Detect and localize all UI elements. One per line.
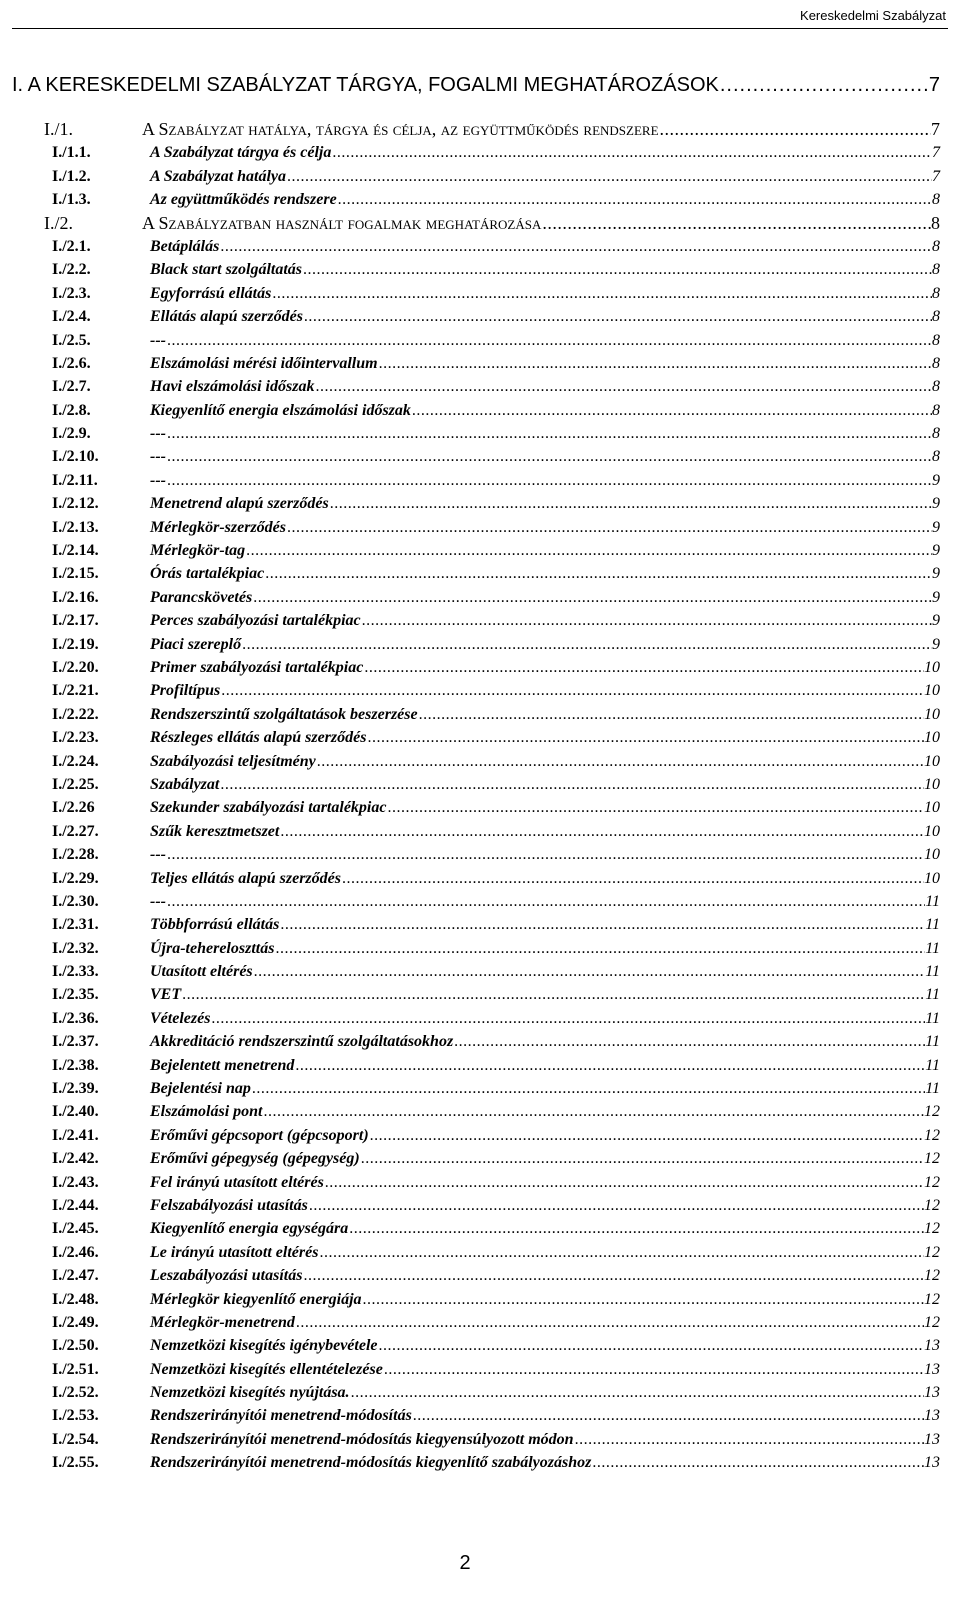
toc-leader-dots xyxy=(348,1217,924,1240)
toc-entry-number: I./2.28. xyxy=(52,846,99,864)
toc-entry[interactable] xyxy=(52,820,940,843)
toc-section-entry[interactable] xyxy=(44,212,940,235)
toc-entry-number: I./2.31. xyxy=(52,916,99,934)
toc-entry-label: Az együttműködés rendszere xyxy=(150,191,337,209)
toc-entry[interactable] xyxy=(52,1428,940,1451)
toc-entry-label: --- xyxy=(150,471,166,489)
toc-entry-page: 10 xyxy=(924,729,940,747)
toc-entry-label: Nemzetközi kisegítés nyújtása. xyxy=(150,1384,350,1402)
toc-entry-page: 10 xyxy=(924,869,940,887)
toc-entry-page: 8 xyxy=(932,378,940,396)
toc-leader-dots xyxy=(219,235,932,258)
toc-entry-label: Szabályozási teljesítmény xyxy=(150,752,316,770)
toc-leader-dots xyxy=(369,1124,924,1147)
toc-entry-page: 9 xyxy=(932,518,940,536)
toc-leader-dots xyxy=(264,562,932,585)
toc-entry[interactable] xyxy=(52,1288,940,1311)
toc-entry-label: Rendszerszintű szolgáltatások beszerzése xyxy=(150,705,418,723)
toc-section-entry[interactable] xyxy=(44,118,940,141)
toc-leader-dots xyxy=(411,399,932,422)
toc-entry[interactable] xyxy=(52,773,940,796)
toc-entry-number: I./2.25. xyxy=(52,775,99,793)
toc-entry[interactable] xyxy=(52,516,940,539)
toc-entry-page: 7 xyxy=(931,119,940,139)
toc-entry-label: A Szabályzat tárgya és célja xyxy=(150,144,332,162)
toc-leader-dots xyxy=(314,375,932,398)
toc-entry-number: I./2.44. xyxy=(52,1196,99,1214)
toc-entry-page: 9 xyxy=(932,612,940,630)
toc-leader-dots xyxy=(378,352,932,375)
toc-entry-label: Vételezés xyxy=(150,1009,211,1027)
toc-entry-number: I./2.41. xyxy=(52,1126,99,1144)
toc-entry-label: Nemzetközi kisegítés ellentételezése xyxy=(150,1360,383,1378)
toc-entry[interactable] xyxy=(52,399,940,422)
toc-entry-page: 12 xyxy=(924,1243,940,1261)
toc-entry-number: I./2.5. xyxy=(52,331,91,349)
toc-leader-dots xyxy=(412,1404,924,1427)
toc-leader-dots xyxy=(274,937,925,960)
toc-entry-page: 9 xyxy=(932,471,940,489)
toc-leader-dots xyxy=(286,516,932,539)
toc-entry[interactable] xyxy=(52,960,940,983)
toc-entry[interactable] xyxy=(52,1217,940,1240)
toc-entry-number: I./2.30. xyxy=(52,892,99,910)
toc-entry-number: I./2.10. xyxy=(52,448,99,466)
toc-leader-dots xyxy=(166,329,932,352)
toc-leader-dots xyxy=(251,1077,925,1100)
toc-leader-dots xyxy=(316,750,924,773)
toc-entry-number: I./2.49. xyxy=(52,1313,99,1331)
toc-entry-page: 13 xyxy=(924,1337,940,1355)
toc-entry-number: I./2.8. xyxy=(52,401,91,419)
toc-entry-page: 10 xyxy=(924,752,940,770)
toc-entry-label: --- xyxy=(150,892,166,910)
toc-entry-page: 7 xyxy=(932,144,940,162)
header-rule xyxy=(12,28,948,29)
toc-leader-dots xyxy=(166,843,924,866)
toc-entry[interactable] xyxy=(52,539,940,562)
toc-entry-number: I./2.20. xyxy=(52,658,99,676)
toc-leader-dots xyxy=(383,1358,924,1381)
toc-entry[interactable] xyxy=(52,352,940,375)
toc-leader-dots xyxy=(302,1264,924,1287)
toc-leader-dots xyxy=(181,983,925,1006)
toc-entry-number: I./2.23. xyxy=(52,729,99,747)
toc-entry-page: 8 xyxy=(932,448,940,466)
toc-leader-dots xyxy=(366,726,924,749)
toc-leader-dots xyxy=(719,72,929,98)
toc-entry-label: Felszabályozási utasítás xyxy=(150,1196,308,1214)
toc-entry-number: I./2.1. xyxy=(52,237,91,255)
toc-entry-label: Le irányú utasított eltérés xyxy=(150,1243,319,1261)
toc-entry-label: Mérlegkör kiegyenlítő energiája xyxy=(150,1290,362,1308)
toc-entry-label: Órás tartalékpiac xyxy=(150,565,265,583)
toc-leader-dots xyxy=(219,773,924,796)
toc-leader-dots xyxy=(574,1428,924,1451)
toc-entry-page: 12 xyxy=(924,1267,940,1285)
toc-entry[interactable] xyxy=(52,586,940,609)
toc-entry[interactable] xyxy=(52,469,940,492)
toc-entry-page: 13 xyxy=(924,1384,940,1402)
toc-entry-label: Elszámolási pont xyxy=(150,1103,263,1121)
toc-entry-label: Profiltípus xyxy=(150,682,221,700)
toc-entry-number: I./2.53. xyxy=(52,1407,99,1425)
toc-entry[interactable] xyxy=(52,258,940,281)
toc-entry[interactable] xyxy=(52,703,940,726)
toc-entry-page: 8 xyxy=(932,284,940,302)
toc-entry[interactable] xyxy=(52,1358,940,1381)
toc-entry[interactable] xyxy=(52,445,940,468)
toc-entry[interactable] xyxy=(52,726,940,749)
toc-entry-page: 8 xyxy=(932,237,940,255)
toc-entry-page: 11 xyxy=(925,963,940,981)
toc-entry[interactable] xyxy=(52,679,940,702)
toc-entry-number: I./2.42. xyxy=(52,1150,99,1168)
toc-entry-page: 11 xyxy=(925,1009,940,1027)
toc-entry-page: 10 xyxy=(924,658,940,676)
toc-leader-dots xyxy=(453,1030,925,1053)
toc-entry-label: Erőművi gépegység (gépegység) xyxy=(150,1150,360,1168)
toc-entry-label: Perces szabályozási tartalékpiac xyxy=(150,612,361,630)
toc-entry-number: I./2.46. xyxy=(52,1243,99,1261)
toc-entry-number: I./2.52. xyxy=(52,1384,99,1402)
toc-entry-page: 12 xyxy=(924,1196,940,1214)
toc-entry-number: I./2.13. xyxy=(52,518,99,536)
toc-entry[interactable] xyxy=(52,422,940,445)
toc-entry-number: I./1.3. xyxy=(52,191,91,209)
toc-entry-page: 8 xyxy=(932,331,940,349)
toc-entry-number: I./2.3. xyxy=(52,284,91,302)
toc-entry-label: Elszámolási mérési időintervallum xyxy=(150,354,378,372)
toc-entry[interactable] xyxy=(52,1404,940,1427)
toc-entry-number: I./2.2. xyxy=(52,261,91,279)
toc-leader-dots xyxy=(271,282,932,305)
toc-entry-number: I./2.6. xyxy=(52,354,91,372)
toc-entry-label: Fel irányú utasított eltérés xyxy=(150,1173,324,1191)
toc-entry[interactable] xyxy=(52,165,940,188)
toc-entry-number: I./2.40. xyxy=(52,1103,99,1121)
toc-entry[interactable] xyxy=(52,1171,940,1194)
toc-entry-page: 11 xyxy=(925,1033,940,1051)
toc-entry[interactable] xyxy=(52,282,940,305)
toc-leader-dots xyxy=(166,469,932,492)
toc-entry-label: Mérlegkör-menetrend xyxy=(150,1313,295,1331)
toc-leader-dots xyxy=(303,305,932,328)
toc-entry-number: I./2.43. xyxy=(52,1173,99,1191)
toc-leader-dots xyxy=(363,656,924,679)
toc-leader-dots xyxy=(252,586,932,609)
toc-entry-number: I./2.4. xyxy=(52,308,91,326)
toc-entry-label: Szűk keresztmetszet xyxy=(150,822,280,840)
toc-entry-page: 12 xyxy=(924,1173,940,1191)
toc-entry-number: I./2.11. xyxy=(52,471,98,489)
toc-entry[interactable] xyxy=(52,562,940,585)
toc-entry-page: 9 xyxy=(932,495,940,513)
toc-leader-dots xyxy=(253,960,926,983)
toc-entry-number: I./2.48. xyxy=(52,1290,99,1308)
toc-entry-page: 8 xyxy=(931,212,940,233)
toc-entry-page: 9 xyxy=(932,542,940,560)
toc-entry-number: I./2.37. xyxy=(52,1033,99,1051)
toc-entry[interactable] xyxy=(52,913,940,936)
toc-leader-dots xyxy=(377,1334,924,1357)
toc-entry-label: Szekunder szabályozási tartalékpiac xyxy=(150,799,387,817)
toc-entry-label: Rendszerirányítói menetrend-módosítás xyxy=(150,1407,412,1425)
toc-leader-dots xyxy=(329,492,932,515)
toc-entry-number: I./2.15. xyxy=(52,565,99,583)
toc-entry-page: 13 xyxy=(924,1360,940,1378)
toc-entry-page: 8 xyxy=(932,261,940,279)
toc-entry-page: 12 xyxy=(924,1103,940,1121)
toc-entry-label: Részleges ellátás alapú szerződés xyxy=(150,729,367,747)
toc-leader-dots xyxy=(362,1288,924,1311)
toc-entry-number: I./2.36. xyxy=(52,1009,99,1027)
toc-entry-number: I./2.27. xyxy=(52,822,99,840)
toc-entry[interactable] xyxy=(52,1241,940,1264)
toc-entry[interactable] xyxy=(52,937,940,960)
toc-entry[interactable] xyxy=(52,188,940,211)
toc-entry-page: 12 xyxy=(924,1313,940,1331)
toc-leader-dots xyxy=(210,1007,925,1030)
table-of-contents xyxy=(44,118,940,1475)
toc-entry-label: Havi elszámolási időszak xyxy=(150,378,315,396)
toc-entry-label: Black start szolgáltatás xyxy=(150,261,303,279)
toc-entry-number: I./2.16. xyxy=(52,588,99,606)
toc-entry[interactable] xyxy=(52,1007,940,1030)
toc-entry-number: I./2.12. xyxy=(52,495,99,513)
toc-entry-page: 12 xyxy=(924,1126,940,1144)
toc-entry-number: I./2.21. xyxy=(52,682,99,700)
toc-entry-page: 13 xyxy=(924,1407,940,1425)
toc-entry-number: I./2.9. xyxy=(52,425,91,443)
toc-leader-dots xyxy=(541,212,931,235)
toc-entry-label: Nemzetközi kisegítés igénybevétele xyxy=(150,1337,378,1355)
toc-entry[interactable] xyxy=(52,1451,940,1474)
toc-entry[interactable] xyxy=(52,656,940,679)
toc-entry-number: I./2.55. xyxy=(52,1454,99,1472)
toc-entry-label: --- xyxy=(150,331,166,349)
toc-entry[interactable] xyxy=(52,1100,940,1123)
toc-leader-dots xyxy=(302,258,932,281)
toc-entry-number: I./2.32. xyxy=(52,939,99,957)
toc-entry-label: --- xyxy=(150,448,166,466)
toc-entry-label: Többforrású ellátás xyxy=(150,916,280,934)
toc-leader-dots xyxy=(295,1311,924,1334)
toc-entry-number: I./2.51. xyxy=(52,1360,99,1378)
toc-entry-label: Leszabályozási utasítás xyxy=(150,1267,303,1285)
toc-leader-dots xyxy=(418,703,924,726)
toc-leader-dots xyxy=(324,1171,924,1194)
toc-entry-page: 12 xyxy=(924,1150,940,1168)
toc-entry-page: 10 xyxy=(924,682,940,700)
page-number: 2 xyxy=(459,1552,471,1574)
toc-entry-page: 10 xyxy=(924,775,940,793)
toc-leader-dots xyxy=(591,1451,924,1474)
toc-entry-label: Rendszerirányítói menetrend-módosítás kiegyensúlyozott módon xyxy=(150,1430,574,1448)
toc-entry[interactable] xyxy=(52,1147,940,1170)
toc-entry-page: 8 xyxy=(932,401,940,419)
toc-entry[interactable] xyxy=(52,1334,940,1357)
toc-entry-number: I./2. xyxy=(44,212,73,233)
toc-entry[interactable] xyxy=(52,1311,940,1334)
toc-entry-label: --- xyxy=(150,425,166,443)
toc-entry-page: 12 xyxy=(924,1220,940,1238)
toc-entry-page: 9 xyxy=(932,635,940,653)
toc-entry[interactable] xyxy=(52,1054,940,1077)
toc-entry-label: Menetrend alapú szerződés xyxy=(150,495,329,513)
toc-entry-page: 8 xyxy=(932,354,940,372)
toc-entry-number: I./2.22. xyxy=(52,705,99,723)
toc-entry-number: I./2.39. xyxy=(52,1080,99,1098)
toc-entry-page: 8 xyxy=(932,308,940,326)
toc-entry[interactable] xyxy=(52,750,940,773)
toc-entry-label: --- xyxy=(150,846,166,864)
toc-entry-label: Egyforrású ellátás xyxy=(150,284,272,302)
toc-entry-page: 7 xyxy=(932,167,940,185)
toc-entry-label: Kiegyenlítő energia elszámolási időszak xyxy=(150,401,411,419)
toc-entry-label: Utasított eltérés xyxy=(150,963,253,981)
toc-entry-number: I./2.45. xyxy=(52,1220,99,1238)
toc-leader-dots xyxy=(166,422,932,445)
toc-entry-number: I./1.2. xyxy=(52,167,91,185)
toc-entry[interactable] xyxy=(52,141,940,164)
toc-entry[interactable] xyxy=(52,867,940,890)
toc-entry-label: VET xyxy=(150,986,182,1004)
toc-leader-dots xyxy=(166,890,925,913)
toc-leader-dots xyxy=(659,118,931,141)
toc-entry-page: 9 xyxy=(932,588,940,606)
toc-leader-dots xyxy=(318,1241,924,1264)
toc-leader-dots xyxy=(245,539,932,562)
toc-leader-dots xyxy=(279,913,925,936)
toc-entry[interactable] xyxy=(52,890,940,913)
toc-entry-number: I./2.54. xyxy=(52,1430,99,1448)
toc-entry-label: Újra-tehereloszttás xyxy=(150,939,275,957)
toc-entry-page: 9 xyxy=(932,565,940,583)
toc-entry-page: 11 xyxy=(925,986,940,1004)
toc-entry-page: 8 xyxy=(932,425,940,443)
toc-entry-page: 12 xyxy=(924,1290,940,1308)
toc-main-page: 7 xyxy=(928,74,940,96)
toc-leader-dots xyxy=(279,820,924,843)
toc-entry-page: 10 xyxy=(924,846,940,864)
toc-entry[interactable] xyxy=(52,305,940,328)
toc-entry[interactable] xyxy=(52,375,940,398)
toc-entry-label: Parancskövetés xyxy=(150,588,253,606)
toc-entry[interactable] xyxy=(52,796,940,819)
toc-leader-dots xyxy=(350,1381,924,1404)
toc-entry-number: I./2.50. xyxy=(52,1337,99,1355)
toc-entry[interactable] xyxy=(52,235,940,258)
toc-entry-page: 13 xyxy=(924,1454,940,1472)
toc-leader-dots xyxy=(262,1100,924,1123)
toc-entry-label: Betáplálás xyxy=(150,237,220,255)
running-header-title: Kereskedelmi Szabályzat xyxy=(800,8,946,23)
toc-entry[interactable] xyxy=(52,633,940,656)
toc-entry-number: I./2.24. xyxy=(52,752,99,770)
toc-entry[interactable] xyxy=(52,1077,940,1100)
toc-entry-label: Szabályzat xyxy=(150,775,220,793)
toc-entry-number: I./2.19. xyxy=(52,635,99,653)
toc-leader-dots xyxy=(294,1054,925,1077)
toc-main-entry[interactable] xyxy=(12,72,940,98)
toc-entry-number: I./2.33. xyxy=(52,963,99,981)
toc-entry-label: Bejelentett menetrend xyxy=(150,1056,295,1074)
toc-entry-page: 11 xyxy=(925,1080,940,1098)
toc-entry-page: 11 xyxy=(925,892,940,910)
toc-entry[interactable] xyxy=(52,1194,940,1217)
toc-leader-dots xyxy=(286,165,932,188)
toc-leader-dots xyxy=(360,1147,924,1170)
toc-entry[interactable] xyxy=(52,329,940,352)
toc-entry[interactable] xyxy=(52,983,940,1006)
toc-leader-dots xyxy=(308,1194,924,1217)
toc-entry-label: Primer szabályozási tartalékpiac xyxy=(150,658,364,676)
toc-entry-page: 10 xyxy=(924,799,940,817)
toc-entry-number: I./2.47. xyxy=(52,1267,99,1285)
toc-entry-label: Erőművi gépcsoport (gépcsoport) xyxy=(150,1126,369,1144)
toc-entry-page: 11 xyxy=(925,1056,940,1074)
toc-entry-number: I./2.35. xyxy=(52,986,99,1004)
toc-main-label: I. A KERESKEDELMI SZABÁLYZAT TÁRGYA, FOGALMI MEGHATÁROZÁSOK xyxy=(12,74,719,96)
toc-entry-page: 10 xyxy=(924,822,940,840)
toc-leader-dots xyxy=(220,679,924,702)
toc-entry-label: Bejelentési nap xyxy=(150,1080,251,1098)
toc-leader-dots xyxy=(341,867,924,890)
toc-leader-dots xyxy=(331,141,932,164)
toc-entry-number: I./2.38. xyxy=(52,1056,99,1074)
toc-leader-dots xyxy=(361,609,932,632)
toc-entry-page: 8 xyxy=(932,191,940,209)
toc-entry-label: A Szabályzatban használt fogalmak meghatározása xyxy=(142,212,542,233)
toc-entry[interactable] xyxy=(52,1030,940,1053)
toc-entry-number: I./2.26 xyxy=(52,799,95,817)
toc-entry[interactable] xyxy=(52,492,940,515)
toc-entry-page: 11 xyxy=(925,939,940,957)
toc-entry[interactable] xyxy=(52,1124,940,1147)
toc-leader-dots xyxy=(166,445,932,468)
toc-entry-label: Mérlegkör-szerződés xyxy=(150,518,286,536)
toc-entry-page: 13 xyxy=(924,1430,940,1448)
toc-leader-dots xyxy=(337,188,932,211)
toc-entry-number: I./2.14. xyxy=(52,542,99,560)
toc-entry-label: Rendszerirányítói menetrend-módosítás kiegyenlítő szabályozáshoz xyxy=(150,1454,592,1472)
toc-entry-label: A Szabályzat hatálya xyxy=(150,167,287,185)
toc-entry-label: Teljes ellátás alapú szerződés xyxy=(150,869,341,887)
toc-entry[interactable] xyxy=(52,843,940,866)
toc-entry-label: Ellátás alapú szerződés xyxy=(150,308,303,326)
toc-entry[interactable] xyxy=(52,1264,940,1287)
toc-entry-number: I./2.7. xyxy=(52,378,91,396)
toc-entry-page: 11 xyxy=(925,916,940,934)
toc-entry-label: Kiegyenlítő energia egységára xyxy=(150,1220,349,1238)
toc-entry-label: Piaci szereplő xyxy=(150,635,242,653)
toc-entry[interactable] xyxy=(52,609,940,632)
toc-entry-number: I./2.17. xyxy=(52,612,99,630)
toc-leader-dots xyxy=(386,796,924,819)
toc-entry-number: I./1. xyxy=(44,119,73,139)
toc-entry-label: Mérlegkör-tag xyxy=(150,542,246,560)
toc-entry-number: I./1.1. xyxy=(52,144,91,162)
toc-entry-label: A Szabályzat hatálya, tárgya és célja, az együttműködés rendszere xyxy=(142,119,659,139)
toc-entry-number: I./2.29. xyxy=(52,869,99,887)
toc-entry-label: Akkreditáció rendszerszintű szolgáltatásokhoz xyxy=(150,1033,454,1051)
toc-entry-page: 10 xyxy=(924,705,940,723)
toc-leader-dots xyxy=(241,633,932,656)
toc-entry[interactable] xyxy=(52,1381,940,1404)
